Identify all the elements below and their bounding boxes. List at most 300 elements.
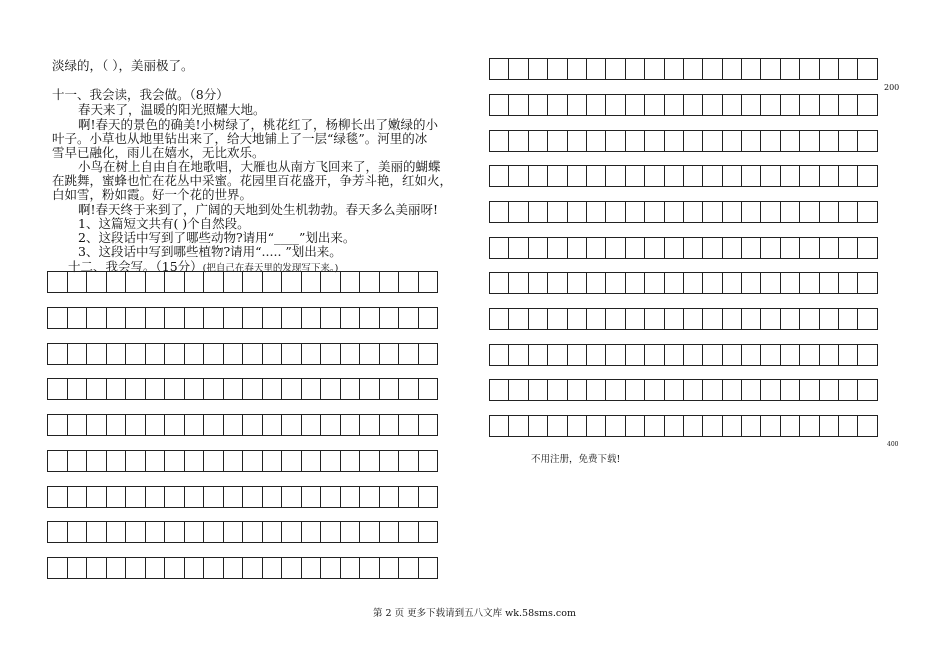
grid-cell	[665, 273, 684, 293]
grid-cell	[723, 166, 742, 186]
grid-cell	[529, 131, 548, 151]
grid-cell	[529, 309, 548, 329]
grid-cell	[839, 238, 858, 258]
grid-cell	[839, 380, 858, 400]
grid-cell	[282, 344, 302, 364]
grid-cell	[742, 166, 761, 186]
grid-cell	[490, 273, 509, 293]
grid-row	[489, 237, 878, 259]
question-2: 2、这段话中写到了哪些动物?请用“____”划出来。	[78, 230, 356, 245]
grid-cell	[243, 308, 263, 328]
grid-cell	[800, 238, 819, 258]
grid-cell	[568, 59, 587, 79]
grid-cell	[820, 380, 839, 400]
grid-cell	[399, 344, 419, 364]
grid-cell	[360, 344, 380, 364]
grid-cell	[224, 272, 244, 292]
grid-cell	[820, 59, 839, 79]
grid-cell	[587, 59, 606, 79]
grid-cell	[321, 272, 341, 292]
grid-cell	[243, 558, 263, 578]
grid-cell	[321, 487, 341, 507]
grid-cell	[858, 345, 877, 365]
grid-cell	[185, 522, 205, 542]
grid-cell	[341, 308, 361, 328]
grid-cell	[399, 379, 419, 399]
grid-cell	[858, 309, 877, 329]
grid-cell	[529, 273, 548, 293]
grid-cell	[800, 202, 819, 222]
grid-row	[489, 94, 878, 116]
grid-cell	[107, 415, 127, 435]
grid-cell	[243, 379, 263, 399]
grid-cell	[419, 558, 439, 578]
grid-cell	[858, 380, 877, 400]
grid-cell	[781, 309, 800, 329]
grid-cell	[858, 273, 877, 293]
grid-cell	[742, 202, 761, 222]
grid-cell	[68, 308, 88, 328]
grid-cell	[800, 345, 819, 365]
grid-cell	[341, 272, 361, 292]
grid-cell	[839, 202, 858, 222]
grid-cell	[419, 344, 439, 364]
grid-cell	[509, 380, 528, 400]
grid-cell	[645, 131, 664, 151]
grid-row	[489, 308, 878, 330]
grid-cell	[800, 95, 819, 115]
grid-cell	[360, 558, 380, 578]
grid-cell	[224, 522, 244, 542]
grid-cell	[858, 59, 877, 79]
grid-cell	[761, 380, 780, 400]
grid-cell	[742, 59, 761, 79]
grid-cell	[204, 522, 224, 542]
grid-cell	[204, 308, 224, 328]
grid-cell	[858, 95, 877, 115]
grid-cell	[68, 272, 88, 292]
grid-cell	[606, 166, 625, 186]
grid-cell	[282, 451, 302, 471]
grid-cell	[341, 522, 361, 542]
grid-cell	[742, 345, 761, 365]
grid-cell	[781, 202, 800, 222]
grid-cell	[282, 272, 302, 292]
free-download-note: 不用注册，免费下载!	[531, 454, 621, 465]
grid-cell	[360, 487, 380, 507]
grid-row	[47, 450, 438, 472]
grid-cell	[587, 166, 606, 186]
grid-cell	[146, 415, 166, 435]
grid-cell	[548, 416, 567, 436]
grid-cell	[587, 380, 606, 400]
grid-cell	[684, 95, 703, 115]
grid-cell	[68, 451, 88, 471]
grid-cell	[839, 166, 858, 186]
grid-row	[47, 343, 438, 365]
grid-cell	[742, 380, 761, 400]
grid-row	[489, 201, 878, 223]
grid-cell	[820, 202, 839, 222]
grid-cell	[399, 451, 419, 471]
grid-cell	[800, 309, 819, 329]
grid-cell	[126, 522, 146, 542]
grid-cell	[509, 345, 528, 365]
question-3: 3、这段话中写到哪些植物?请用“..... ”划出来。	[78, 244, 342, 259]
grid-cell	[665, 166, 684, 186]
grid-cell	[48, 379, 68, 399]
grid-cell	[68, 415, 88, 435]
grid-cell	[490, 238, 509, 258]
grid-cell	[645, 59, 664, 79]
grid-cell	[185, 558, 205, 578]
grid-cell	[839, 416, 858, 436]
grid-cell	[684, 309, 703, 329]
grid-cell	[360, 272, 380, 292]
grid-cell	[204, 344, 224, 364]
grid-cell	[684, 59, 703, 79]
grid-cell	[68, 379, 88, 399]
grid-cell	[723, 131, 742, 151]
grid-cell	[587, 416, 606, 436]
grid-row	[489, 344, 878, 366]
grid-cell	[419, 522, 439, 542]
grid-cell	[126, 415, 146, 435]
grid-cell	[509, 59, 528, 79]
grid-cell	[126, 272, 146, 292]
grid-cell	[839, 131, 858, 151]
grid-cell	[606, 416, 625, 436]
grid-cell	[761, 59, 780, 79]
grid-cell	[165, 415, 185, 435]
grid-cell	[509, 309, 528, 329]
grid-cell	[341, 487, 361, 507]
grid-cell	[360, 379, 380, 399]
grid-cell	[380, 272, 400, 292]
grid-cell	[146, 487, 166, 507]
grid-cell	[568, 345, 587, 365]
grid-cell	[126, 451, 146, 471]
grid-cell	[509, 238, 528, 258]
grid-cell	[185, 487, 205, 507]
grid-cell	[48, 558, 68, 578]
grid-cell	[243, 522, 263, 542]
grid-cell	[568, 273, 587, 293]
grid-cell	[703, 345, 722, 365]
grid-cell	[224, 344, 244, 364]
grid-cell	[490, 380, 509, 400]
grid-cell	[380, 308, 400, 328]
grid-cell	[204, 451, 224, 471]
grid-cell	[645, 309, 664, 329]
grid-cell	[781, 380, 800, 400]
grid-cell	[703, 416, 722, 436]
grid-cell	[587, 309, 606, 329]
grid-cell	[263, 272, 283, 292]
grid-cell	[165, 308, 185, 328]
grid-cell	[529, 345, 548, 365]
grid-cell	[165, 272, 185, 292]
passage-line-5: 小鸟在树上自由自在地歌唱，大雁也从南方飞回来了，美丽的蝴蝶	[78, 159, 441, 174]
grid-cell	[341, 558, 361, 578]
grid-cell	[529, 59, 548, 79]
grid-cell	[761, 202, 780, 222]
grid-row	[489, 58, 878, 80]
grid-cell	[606, 95, 625, 115]
grid-cell	[761, 166, 780, 186]
grid-row	[489, 379, 878, 401]
grid-cell	[587, 95, 606, 115]
grid-cell	[568, 416, 587, 436]
grid-cell	[723, 273, 742, 293]
grid-cell	[645, 273, 664, 293]
grid-cell	[781, 273, 800, 293]
grid-cell	[568, 380, 587, 400]
grid-cell	[820, 309, 839, 329]
grid-cell	[723, 238, 742, 258]
grid-cell	[87, 308, 107, 328]
grid-cell	[684, 166, 703, 186]
grid-cell	[800, 273, 819, 293]
grid-cell	[321, 344, 341, 364]
grid-cell	[68, 487, 88, 507]
grid-cell	[548, 131, 567, 151]
grid-cell	[243, 451, 263, 471]
grid-cell	[548, 345, 567, 365]
grid-cell	[548, 202, 567, 222]
grid-cell	[68, 344, 88, 364]
grid-cell	[185, 451, 205, 471]
grid-cell	[626, 345, 645, 365]
grid-cell	[341, 344, 361, 364]
grid-cell	[126, 379, 146, 399]
grid-cell	[606, 273, 625, 293]
grid-cell	[645, 238, 664, 258]
grid-cell	[761, 238, 780, 258]
grid-cell	[761, 309, 780, 329]
grid-cell	[684, 273, 703, 293]
grid-cell	[146, 379, 166, 399]
grid-cell	[263, 451, 283, 471]
grid-cell	[263, 558, 283, 578]
grid-cell	[165, 487, 185, 507]
grid-cell	[761, 273, 780, 293]
grid-cell	[781, 95, 800, 115]
grid-cell	[626, 416, 645, 436]
grid-cell	[529, 416, 548, 436]
grid-cell	[224, 415, 244, 435]
grid-cell	[282, 487, 302, 507]
grid-cell	[529, 95, 548, 115]
grid-cell	[204, 558, 224, 578]
grid-cell	[87, 272, 107, 292]
grid-row	[47, 486, 438, 508]
grid-cell	[723, 416, 742, 436]
grid-cell	[529, 380, 548, 400]
grid-cell	[399, 522, 419, 542]
grid-cell	[665, 202, 684, 222]
grid-cell	[490, 131, 509, 151]
grid-cell	[243, 272, 263, 292]
grid-cell	[820, 238, 839, 258]
grid-cell	[781, 416, 800, 436]
grid-cell	[282, 522, 302, 542]
grid-cell	[48, 415, 68, 435]
grid-cell	[68, 558, 88, 578]
grid-cell	[645, 345, 664, 365]
grid-cell	[263, 415, 283, 435]
grid-cell	[858, 166, 877, 186]
grid-cell	[548, 273, 567, 293]
grid-cell	[626, 309, 645, 329]
grid-cell	[107, 272, 127, 292]
grid-cell	[645, 95, 664, 115]
grid-cell	[302, 451, 322, 471]
grid-cell	[761, 95, 780, 115]
grid-cell	[761, 416, 780, 436]
grid-cell	[645, 416, 664, 436]
passage-line-1: 春天来了，温暖的阳光照耀大地。	[78, 102, 266, 117]
grid-cell	[820, 273, 839, 293]
grid-cell	[858, 131, 877, 151]
grid-cell	[606, 380, 625, 400]
grid-cell	[509, 95, 528, 115]
grid-cell	[761, 131, 780, 151]
grid-cell	[490, 416, 509, 436]
grid-cell	[204, 487, 224, 507]
grid-cell	[302, 522, 322, 542]
grid-cell	[568, 309, 587, 329]
grid-cell	[107, 379, 127, 399]
grid-cell	[419, 308, 439, 328]
grid-cell	[107, 558, 127, 578]
grid-cell	[723, 202, 742, 222]
grid-cell	[548, 95, 567, 115]
grid-cell	[723, 95, 742, 115]
grid-cell	[399, 487, 419, 507]
grid-cell	[146, 522, 166, 542]
grid-cell	[341, 379, 361, 399]
word-count-400: 400	[887, 441, 899, 448]
passage-line-8: 啊!春天终于来到了，广阔的天地到处生机勃勃。春天多么美丽呀!	[78, 202, 439, 217]
grid-cell	[626, 166, 645, 186]
grid-cell	[302, 415, 322, 435]
grid-cell	[48, 308, 68, 328]
grid-cell	[587, 345, 606, 365]
grid-cell	[665, 95, 684, 115]
grid-cell	[800, 59, 819, 79]
grid-cell	[282, 308, 302, 328]
grid-cell	[703, 380, 722, 400]
grid-cell	[587, 202, 606, 222]
grid-cell	[263, 344, 283, 364]
grid-cell	[723, 59, 742, 79]
grid-cell	[419, 451, 439, 471]
grid-cell	[548, 59, 567, 79]
grid-cell	[529, 238, 548, 258]
grid-row	[489, 130, 878, 152]
grid-cell	[399, 272, 419, 292]
passage-line-4: 雪早已融化，雨儿在嬉水，无比欢乐。	[52, 145, 265, 160]
grid-cell	[509, 416, 528, 436]
grid-cell	[761, 345, 780, 365]
grid-cell	[165, 558, 185, 578]
grid-cell	[87, 558, 107, 578]
grid-cell	[509, 166, 528, 186]
grid-cell	[185, 415, 205, 435]
grid-cell	[587, 273, 606, 293]
grid-cell	[742, 416, 761, 436]
grid-cell	[645, 380, 664, 400]
grid-cell	[742, 309, 761, 329]
grid-cell	[263, 522, 283, 542]
passage-line-2: 啊!春天的景色的确美!小树绿了，桃花红了，杨柳长出了嫩绿的小	[78, 117, 439, 132]
grid-cell	[703, 131, 722, 151]
grid-cell	[781, 238, 800, 258]
grid-cell	[380, 415, 400, 435]
grid-cell	[490, 202, 509, 222]
grid-cell	[742, 95, 761, 115]
grid-cell	[568, 238, 587, 258]
grid-cell	[665, 131, 684, 151]
grid-row	[47, 557, 438, 579]
grid-cell	[107, 522, 127, 542]
grid-cell	[684, 131, 703, 151]
grid-cell	[509, 131, 528, 151]
grid-cell	[263, 379, 283, 399]
grid-cell	[282, 415, 302, 435]
grid-cell	[490, 309, 509, 329]
grid-cell	[360, 522, 380, 542]
grid-cell	[48, 272, 68, 292]
word-count-200: 200	[884, 83, 900, 92]
grid-row	[489, 272, 878, 294]
grid-cell	[781, 166, 800, 186]
grid-cell	[587, 131, 606, 151]
grid-cell	[302, 558, 322, 578]
grid-cell	[665, 309, 684, 329]
grid-cell	[665, 416, 684, 436]
grid-cell	[48, 522, 68, 542]
grid-cell	[87, 344, 107, 364]
grid-cell	[684, 416, 703, 436]
grid-cell	[645, 166, 664, 186]
grid-cell	[800, 380, 819, 400]
grid-cell	[399, 308, 419, 328]
grid-cell	[626, 131, 645, 151]
grid-cell	[820, 95, 839, 115]
grid-cell	[302, 344, 322, 364]
grid-cell	[742, 238, 761, 258]
grid-cell	[490, 59, 509, 79]
grid-cell	[341, 415, 361, 435]
grid-cell	[243, 415, 263, 435]
grid-cell	[684, 380, 703, 400]
grid-row	[47, 414, 438, 436]
grid-cell	[626, 95, 645, 115]
grid-cell	[839, 345, 858, 365]
grid-cell	[321, 451, 341, 471]
grid-cell	[684, 238, 703, 258]
grid-cell	[380, 451, 400, 471]
grid-cell	[703, 309, 722, 329]
grid-cell	[204, 415, 224, 435]
grid-cell	[185, 308, 205, 328]
grid-cell	[87, 415, 107, 435]
grid-row	[489, 415, 878, 437]
grid-cell	[529, 166, 548, 186]
grid-cell	[321, 415, 341, 435]
